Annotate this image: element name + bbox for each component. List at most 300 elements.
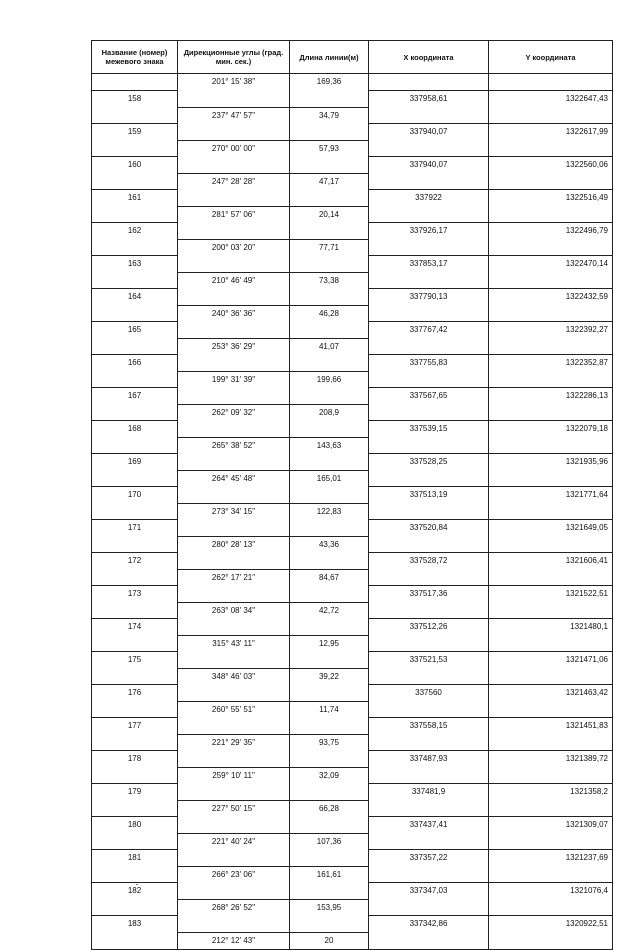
y-coordinate-cell xyxy=(489,602,613,619)
x-coordinate-cell: 337853,17 xyxy=(369,256,489,273)
point-name-cell xyxy=(92,239,178,256)
x-coordinate-cell: 337342,86 xyxy=(369,916,489,933)
direction-angle-cell: 268° 26' 52" xyxy=(178,899,290,916)
x-coordinate-cell: 337512,26 xyxy=(369,619,489,636)
line-length-cell: 12,95 xyxy=(290,635,369,652)
direction-angle-cell: 262° 09' 32" xyxy=(178,404,290,421)
direction-angle-cell xyxy=(178,124,290,141)
line-length-cell xyxy=(290,883,369,900)
line-length-cell xyxy=(290,454,369,471)
line-length-cell: 199,66 xyxy=(290,371,369,388)
point-row xyxy=(92,355,613,372)
direction-angle-cell: 221° 40' 24" xyxy=(178,833,290,850)
segment-row xyxy=(92,668,613,685)
point-row xyxy=(92,91,613,108)
point-row xyxy=(92,124,613,141)
y-coordinate-cell xyxy=(489,470,613,487)
line-length-cell xyxy=(290,520,369,537)
point-name-cell: 181 xyxy=(92,850,178,867)
direction-angle-cell xyxy=(178,883,290,900)
direction-angle-cell: 264° 45' 48" xyxy=(178,470,290,487)
x-coordinate-cell: 337790,13 xyxy=(369,289,489,306)
point-name-cell xyxy=(92,734,178,751)
x-coordinate-cell xyxy=(369,866,489,883)
point-name-cell: 171 xyxy=(92,520,178,537)
y-coordinate-cell: 1321471,06 xyxy=(489,652,613,669)
line-length-cell xyxy=(290,916,369,933)
x-coordinate-cell xyxy=(369,800,489,817)
y-coordinate-cell xyxy=(489,140,613,157)
y-coordinate-cell: 1322079,18 xyxy=(489,421,613,438)
point-name-cell: 176 xyxy=(92,685,178,702)
line-length-cell xyxy=(290,487,369,504)
direction-angle-cell: 212° 12' 43" xyxy=(178,932,290,949)
direction-angle-cell: 280° 28' 13" xyxy=(178,536,290,553)
y-coordinate-cell xyxy=(489,74,613,91)
x-coordinate-cell xyxy=(369,239,489,256)
y-coordinate-cell: 1322470,14 xyxy=(489,256,613,273)
y-coordinate-cell xyxy=(489,173,613,190)
point-name-cell xyxy=(92,800,178,817)
direction-angle-cell: 273° 34' 15" xyxy=(178,503,290,520)
line-length-cell: 66,28 xyxy=(290,800,369,817)
x-coordinate-cell: 337940,07 xyxy=(369,124,489,141)
segment-row xyxy=(92,173,613,190)
point-row xyxy=(92,850,613,867)
x-coordinate-cell xyxy=(369,932,489,949)
point-row xyxy=(92,256,613,273)
y-coordinate-cell xyxy=(489,569,613,586)
point-name-cell: 158 xyxy=(92,91,178,108)
x-coordinate-cell: 337567,65 xyxy=(369,388,489,405)
point-name-cell: 177 xyxy=(92,718,178,735)
point-name-cell xyxy=(92,338,178,355)
point-name-cell: 160 xyxy=(92,157,178,174)
direction-angle-cell xyxy=(178,91,290,108)
point-name-cell xyxy=(92,107,178,124)
x-coordinate-cell xyxy=(369,305,489,322)
x-coordinate-cell: 337560 xyxy=(369,685,489,702)
segment-row xyxy=(92,635,613,652)
x-coordinate-cell xyxy=(369,173,489,190)
segment-row xyxy=(92,734,613,751)
line-length-cell: 153,95 xyxy=(290,899,369,916)
x-coordinate-cell xyxy=(369,668,489,685)
segment-row xyxy=(92,800,613,817)
y-coordinate-cell xyxy=(489,932,613,949)
direction-angle-cell xyxy=(178,586,290,603)
segment-row xyxy=(92,338,613,355)
y-coordinate-cell: 1322516,49 xyxy=(489,190,613,207)
direction-angle-cell: 281° 57' 06" xyxy=(178,206,290,223)
y-coordinate-cell: 1322496,79 xyxy=(489,223,613,240)
point-name-cell xyxy=(92,701,178,718)
x-coordinate-cell xyxy=(369,833,489,850)
point-name-cell: 175 xyxy=(92,652,178,669)
line-length-cell: 20 xyxy=(290,932,369,949)
direction-angle-cell xyxy=(178,751,290,768)
direction-angle-cell: 200° 03' 20" xyxy=(178,239,290,256)
x-coordinate-cell: 337517,36 xyxy=(369,586,489,603)
segment-row xyxy=(92,272,613,289)
y-coordinate-cell xyxy=(489,899,613,916)
point-name-cell xyxy=(92,668,178,685)
y-coordinate-cell: 1322617,99 xyxy=(489,124,613,141)
y-coordinate-cell: 1322352,87 xyxy=(489,355,613,372)
x-coordinate-cell xyxy=(369,767,489,784)
line-length-cell: 41,07 xyxy=(290,338,369,355)
header-point-name: Название (номер) межевого знака xyxy=(92,41,178,74)
line-length-cell: 208,9 xyxy=(290,404,369,421)
direction-angle-cell: 210° 46' 49" xyxy=(178,272,290,289)
point-row xyxy=(92,520,613,537)
x-coordinate-cell xyxy=(369,338,489,355)
line-length-cell xyxy=(290,619,369,636)
point-name-cell xyxy=(92,899,178,916)
direction-angle-cell: 199° 31' 39" xyxy=(178,371,290,388)
y-coordinate-cell: 1321358,2 xyxy=(489,784,613,801)
y-coordinate-cell xyxy=(489,371,613,388)
segment-row xyxy=(92,206,613,223)
segment-row xyxy=(92,536,613,553)
segment-row xyxy=(92,371,613,388)
point-name-cell xyxy=(92,404,178,421)
y-coordinate-cell xyxy=(489,404,613,421)
direction-angle-cell: 270° 00' 00" xyxy=(178,140,290,157)
segment-row xyxy=(92,140,613,157)
header-x-coordinate: Х координата xyxy=(369,41,489,74)
y-coordinate-cell xyxy=(489,272,613,289)
y-coordinate-cell: 1321935,96 xyxy=(489,454,613,471)
table-body xyxy=(92,74,613,950)
point-name-cell xyxy=(92,767,178,784)
y-coordinate-cell: 1320922,51 xyxy=(489,916,613,933)
segment-row xyxy=(92,767,613,784)
line-length-cell xyxy=(290,223,369,240)
point-row xyxy=(92,454,613,471)
direction-angle-cell xyxy=(178,355,290,372)
line-length-cell: 11,74 xyxy=(290,701,369,718)
y-coordinate-cell xyxy=(489,239,613,256)
point-name-cell xyxy=(92,602,178,619)
line-length-cell: 43,36 xyxy=(290,536,369,553)
x-coordinate-cell xyxy=(369,602,489,619)
y-coordinate-cell: 1321463,42 xyxy=(489,685,613,702)
direction-angle-cell: 240° 36' 36" xyxy=(178,305,290,322)
line-length-cell: 34,79 xyxy=(290,107,369,124)
y-coordinate-cell: 1322647,43 xyxy=(489,91,613,108)
segment-row xyxy=(92,305,613,322)
segment-row xyxy=(92,404,613,421)
segment-row xyxy=(92,701,613,718)
direction-angle-cell: 247° 28' 28" xyxy=(178,173,290,190)
x-coordinate-cell xyxy=(369,437,489,454)
point-row xyxy=(92,619,613,636)
line-length-cell: 73,38 xyxy=(290,272,369,289)
direction-angle-cell: 221° 29' 35" xyxy=(178,734,290,751)
point-name-cell: 169 xyxy=(92,454,178,471)
line-length-cell xyxy=(290,322,369,339)
y-coordinate-cell xyxy=(489,503,613,520)
point-name-cell: 180 xyxy=(92,817,178,834)
direction-angle-cell xyxy=(178,520,290,537)
line-length-cell xyxy=(290,817,369,834)
point-name-cell: 165 xyxy=(92,322,178,339)
y-coordinate-cell xyxy=(489,734,613,751)
header-line-length: Длина линии(м) xyxy=(290,41,369,74)
x-coordinate-cell: 337539,15 xyxy=(369,421,489,438)
direction-angle-cell: 263° 08' 34" xyxy=(178,602,290,619)
line-length-cell xyxy=(290,421,369,438)
direction-angle-cell xyxy=(178,718,290,735)
direction-angle-cell xyxy=(178,454,290,471)
y-coordinate-cell xyxy=(489,635,613,652)
point-row xyxy=(92,157,613,174)
point-name-cell xyxy=(92,833,178,850)
x-coordinate-cell xyxy=(369,899,489,916)
direction-angle-cell: 266° 23' 06" xyxy=(178,866,290,883)
point-name-cell xyxy=(92,437,178,454)
y-coordinate-cell: 1321480,1 xyxy=(489,619,613,636)
point-name-cell xyxy=(92,272,178,289)
point-row xyxy=(92,223,613,240)
line-length-cell xyxy=(290,124,369,141)
y-coordinate-cell xyxy=(489,305,613,322)
x-coordinate-cell xyxy=(369,371,489,388)
y-coordinate-cell xyxy=(489,767,613,784)
line-length-cell xyxy=(290,784,369,801)
point-row xyxy=(92,289,613,306)
x-coordinate-cell: 337357,22 xyxy=(369,850,489,867)
y-coordinate-cell: 1321451,83 xyxy=(489,718,613,735)
y-coordinate-cell xyxy=(489,701,613,718)
point-row xyxy=(92,817,613,834)
point-row xyxy=(92,685,613,702)
boundary-coordinates-table xyxy=(91,40,613,950)
direction-angle-cell xyxy=(178,817,290,834)
point-name-cell: 172 xyxy=(92,553,178,570)
line-length-cell: 93,75 xyxy=(290,734,369,751)
line-length-cell: 32,09 xyxy=(290,767,369,784)
line-length-cell xyxy=(290,157,369,174)
point-name-cell: 162 xyxy=(92,223,178,240)
x-coordinate-cell: 337755,83 xyxy=(369,355,489,372)
point-name-cell xyxy=(92,140,178,157)
segment-row xyxy=(92,866,613,883)
scan-speck xyxy=(136,884,138,885)
direction-angle-cell xyxy=(178,256,290,273)
point-name-cell: 170 xyxy=(92,487,178,504)
line-length-cell xyxy=(290,718,369,735)
direction-angle-cell: 265° 38' 52" xyxy=(178,437,290,454)
y-coordinate-cell: 1321649,05 xyxy=(489,520,613,537)
segment-row xyxy=(92,833,613,850)
point-row xyxy=(92,322,613,339)
point-row xyxy=(92,751,613,768)
segment-row xyxy=(92,503,613,520)
y-coordinate-cell xyxy=(489,536,613,553)
segment-row xyxy=(92,932,613,949)
direction-angle-cell xyxy=(178,652,290,669)
line-length-cell: 169,36 xyxy=(290,74,369,91)
line-length-cell xyxy=(290,256,369,273)
point-row xyxy=(92,784,613,801)
x-coordinate-cell: 337513,19 xyxy=(369,487,489,504)
direction-angle-cell: 260° 55' 51" xyxy=(178,701,290,718)
x-coordinate-cell: 337922 xyxy=(369,190,489,207)
point-name-cell xyxy=(92,503,178,520)
line-length-cell: 39,22 xyxy=(290,668,369,685)
x-coordinate-cell: 337481,9 xyxy=(369,784,489,801)
direction-angle-cell xyxy=(178,289,290,306)
point-name-cell: 168 xyxy=(92,421,178,438)
x-coordinate-cell xyxy=(369,635,489,652)
point-row xyxy=(92,916,613,933)
x-coordinate-cell: 337487,93 xyxy=(369,751,489,768)
direction-angle-cell: 315° 43' 11" xyxy=(178,635,290,652)
point-name-cell: 166 xyxy=(92,355,178,372)
point-row xyxy=(92,553,613,570)
y-coordinate-cell: 1321237,69 xyxy=(489,850,613,867)
point-row xyxy=(92,586,613,603)
point-name-cell xyxy=(92,371,178,388)
line-length-cell: 57,93 xyxy=(290,140,369,157)
line-length-cell: 42,72 xyxy=(290,602,369,619)
point-name-cell: 178 xyxy=(92,751,178,768)
y-coordinate-cell: 1322560,06 xyxy=(489,157,613,174)
x-coordinate-cell xyxy=(369,470,489,487)
point-row xyxy=(92,421,613,438)
segment-row xyxy=(92,899,613,916)
direction-angle-cell: 253° 36' 29" xyxy=(178,338,290,355)
direction-angle-cell xyxy=(178,190,290,207)
direction-angle-cell xyxy=(178,619,290,636)
line-length-cell xyxy=(290,850,369,867)
direction-angle-cell xyxy=(178,421,290,438)
direction-angle-cell: 227° 50' 15" xyxy=(178,800,290,817)
point-row xyxy=(92,718,613,735)
y-coordinate-cell: 1321076,4 xyxy=(489,883,613,900)
segment-row xyxy=(92,569,613,586)
y-coordinate-cell xyxy=(489,437,613,454)
y-coordinate-cell xyxy=(489,800,613,817)
point-name-cell xyxy=(92,866,178,883)
point-row xyxy=(92,652,613,669)
line-length-cell xyxy=(290,388,369,405)
direction-angle-cell xyxy=(178,322,290,339)
y-coordinate-cell xyxy=(489,338,613,355)
point-name-cell xyxy=(92,74,178,91)
y-coordinate-cell xyxy=(489,107,613,124)
point-row xyxy=(92,883,613,900)
header-direction-angle: Дирекционные углы (град. мин. сек.) xyxy=(178,41,290,74)
point-name-cell: 164 xyxy=(92,289,178,306)
x-coordinate-cell xyxy=(369,701,489,718)
x-coordinate-cell: 337528,25 xyxy=(369,454,489,471)
segment-row xyxy=(92,437,613,454)
line-length-cell: 46,28 xyxy=(290,305,369,322)
line-length-cell xyxy=(290,355,369,372)
segment-row xyxy=(92,239,613,256)
x-coordinate-cell: 337437,41 xyxy=(369,817,489,834)
direction-angle-cell xyxy=(178,487,290,504)
x-coordinate-cell: 337347,03 xyxy=(369,883,489,900)
line-length-cell: 84,67 xyxy=(290,569,369,586)
point-name-cell: 183 xyxy=(92,916,178,933)
x-coordinate-cell xyxy=(369,107,489,124)
direction-angle-cell xyxy=(178,388,290,405)
direction-angle-cell: 237° 47' 57" xyxy=(178,107,290,124)
y-coordinate-cell: 1321606,41 xyxy=(489,553,613,570)
x-coordinate-cell: 337958,61 xyxy=(369,91,489,108)
line-length-cell xyxy=(290,190,369,207)
y-coordinate-cell: 1321389,72 xyxy=(489,751,613,768)
x-coordinate-cell: 337520,84 xyxy=(369,520,489,537)
direction-angle-cell xyxy=(178,157,290,174)
x-coordinate-cell: 337926,17 xyxy=(369,223,489,240)
point-name-cell xyxy=(92,173,178,190)
line-length-cell xyxy=(290,751,369,768)
x-coordinate-cell xyxy=(369,404,489,421)
x-coordinate-cell: 337940,07 xyxy=(369,157,489,174)
line-length-cell: 47,17 xyxy=(290,173,369,190)
point-name-cell xyxy=(92,635,178,652)
direction-angle-cell xyxy=(178,850,290,867)
y-coordinate-cell xyxy=(489,668,613,685)
direction-angle-cell: 259° 10' 11" xyxy=(178,767,290,784)
x-coordinate-cell: 337558,15 xyxy=(369,718,489,735)
y-coordinate-cell xyxy=(489,833,613,850)
line-length-cell xyxy=(290,586,369,603)
line-length-cell xyxy=(290,289,369,306)
point-row xyxy=(92,388,613,405)
direction-angle-cell xyxy=(178,916,290,933)
point-name-cell xyxy=(92,305,178,322)
y-coordinate-cell: 1322286,13 xyxy=(489,388,613,405)
line-length-cell: 20,14 xyxy=(290,206,369,223)
point-name-cell xyxy=(92,470,178,487)
x-coordinate-cell xyxy=(369,734,489,751)
line-length-cell xyxy=(290,91,369,108)
point-name-cell: 163 xyxy=(92,256,178,273)
segment-row xyxy=(92,470,613,487)
x-coordinate-cell xyxy=(369,569,489,586)
line-length-cell: 161,61 xyxy=(290,866,369,883)
line-length-cell: 107,36 xyxy=(290,833,369,850)
point-name-cell: 159 xyxy=(92,124,178,141)
point-name-cell xyxy=(92,569,178,586)
point-name-cell xyxy=(92,932,178,949)
line-length-cell: 165,01 xyxy=(290,470,369,487)
x-coordinate-cell xyxy=(369,272,489,289)
direction-angle-cell xyxy=(178,553,290,570)
point-name-cell: 179 xyxy=(92,784,178,801)
point-name-cell: 173 xyxy=(92,586,178,603)
direction-angle-cell: 262° 17' 21" xyxy=(178,569,290,586)
direction-angle-cell xyxy=(178,784,290,801)
line-length-cell: 143,63 xyxy=(290,437,369,454)
point-name-cell xyxy=(92,536,178,553)
line-length-cell: 122,83 xyxy=(290,503,369,520)
line-length-cell xyxy=(290,553,369,570)
table-header-row xyxy=(92,41,613,74)
y-coordinate-cell: 1321309,07 xyxy=(489,817,613,834)
header-y-coordinate: Y координата xyxy=(489,41,613,74)
direction-angle-cell xyxy=(178,685,290,702)
x-coordinate-cell xyxy=(369,74,489,91)
segment-row xyxy=(92,602,613,619)
x-coordinate-cell xyxy=(369,206,489,223)
